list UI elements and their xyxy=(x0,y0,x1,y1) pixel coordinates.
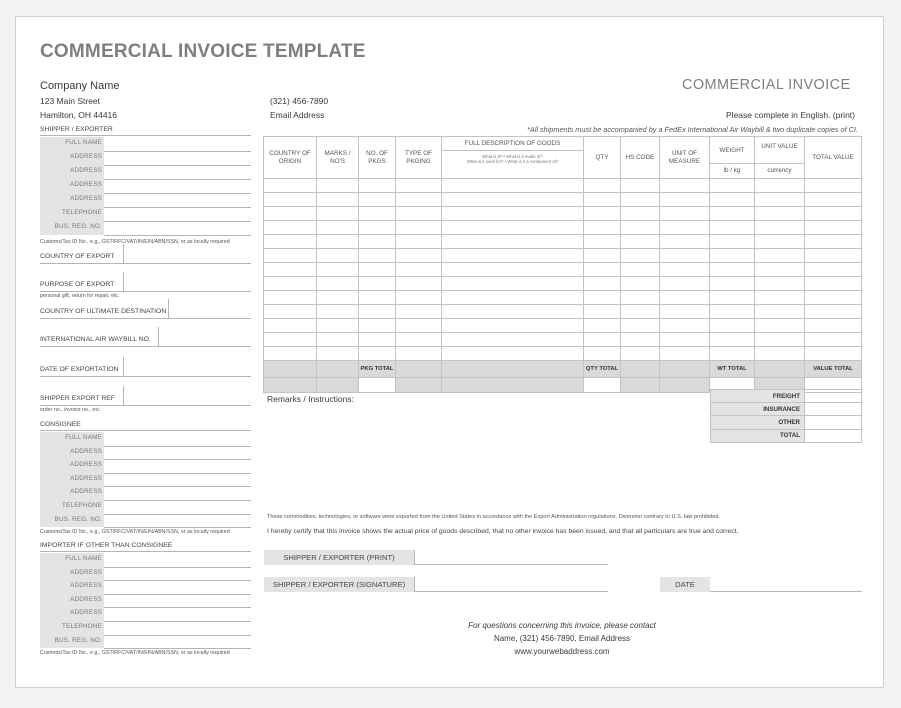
company-email: Email Address xyxy=(270,110,325,120)
goods-cell[interactable] xyxy=(755,319,805,333)
shipper-field-input[interactable] xyxy=(104,235,251,236)
goods-cell[interactable] xyxy=(264,249,317,263)
goods-cell[interactable] xyxy=(317,207,359,221)
shipper-field-input[interactable] xyxy=(104,165,251,166)
divider xyxy=(158,327,159,346)
goods-cell[interactable] xyxy=(442,333,584,347)
goods-cell[interactable] xyxy=(805,291,862,305)
importer-field-input[interactable] xyxy=(104,580,251,581)
importer-field-input[interactable] xyxy=(104,607,251,608)
consignee-field-input[interactable] xyxy=(104,514,251,515)
goods-cell[interactable] xyxy=(317,319,359,333)
goods-cell[interactable] xyxy=(442,235,584,249)
goods-cell[interactable] xyxy=(755,249,805,263)
goods-cell[interactable] xyxy=(660,235,710,249)
goods-cell[interactable] xyxy=(359,347,396,361)
col-description-sub2: What is it used for? • What is it a component of? xyxy=(466,159,559,165)
goods-cell[interactable] xyxy=(621,291,660,305)
importer-field-label: FULL NAME xyxy=(65,555,102,562)
shipper-signature-label: SHIPPER / EXPORTER (SIGNATURE) xyxy=(264,577,414,592)
goods-cell[interactable] xyxy=(396,263,442,277)
goods-cell[interactable] xyxy=(660,291,710,305)
goods-cell[interactable] xyxy=(396,291,442,305)
goods-cell[interactable] xyxy=(710,319,755,333)
goods-cell[interactable] xyxy=(805,319,862,333)
goods-cell[interactable] xyxy=(660,221,710,235)
goods-cell[interactable] xyxy=(317,347,359,361)
goods-cell[interactable] xyxy=(264,347,317,361)
consignee-field-input[interactable] xyxy=(104,500,251,501)
goods-cell[interactable] xyxy=(396,333,442,347)
goods-cell[interactable] xyxy=(805,263,862,277)
shipper-export-ref-note: order no., invoice no., etc. xyxy=(40,407,101,413)
air-waybill-no-label: INTERNATIONAL AIR WAYBILL NO. xyxy=(40,336,151,343)
shipper-field-label: TELEPHONE xyxy=(62,209,102,216)
goods-cell[interactable] xyxy=(621,319,660,333)
shipper-field-label: ADDRESS xyxy=(70,153,102,160)
col-unit-value xyxy=(755,137,805,179)
summary-label: INSURANCE xyxy=(711,403,805,416)
goods-cell[interactable] xyxy=(805,207,862,221)
date-of-exportation-label: DATE OF EXPORTATION xyxy=(40,366,119,373)
goods-cell[interactable] xyxy=(264,235,317,249)
summary-value-field[interactable] xyxy=(805,416,862,429)
goods-cell[interactable] xyxy=(396,277,442,291)
shipper-field-input[interactable] xyxy=(104,179,251,180)
goods-cell[interactable] xyxy=(442,221,584,235)
purpose-of-export-field[interactable] xyxy=(40,291,251,292)
col-total-value: TOTAL VALUE xyxy=(805,137,862,179)
purpose-of-export-note: personal gift, return for repair, etc. xyxy=(40,293,120,299)
consignee-heading: CONSIGNEE xyxy=(40,421,81,428)
goods-cell[interactable] xyxy=(584,319,621,333)
wt-total-label: WT TOTAL xyxy=(710,361,755,378)
goods-cell[interactable] xyxy=(317,277,359,291)
country-of-destination-label: COUNTRY OF ULTIMATE DESTINATION xyxy=(40,308,167,315)
goods-cell[interactable] xyxy=(359,291,396,305)
shipper-field-label: BUS. REG. NO. xyxy=(54,223,102,230)
value-total-label: VALUE TOTAL xyxy=(805,361,862,378)
goods-cell[interactable] xyxy=(396,235,442,249)
goods-cell[interactable] xyxy=(442,277,584,291)
goods-cell[interactable] xyxy=(755,193,805,207)
summary-row xyxy=(711,390,862,403)
goods-cell[interactable] xyxy=(317,249,359,263)
shipper-field-input[interactable] xyxy=(104,221,251,222)
goods-cell[interactable] xyxy=(621,333,660,347)
goods-cell[interactable] xyxy=(805,179,862,193)
divider xyxy=(40,551,251,552)
consignee-field-input[interactable] xyxy=(104,459,251,460)
goods-cell[interactable] xyxy=(359,319,396,333)
goods-cell[interactable] xyxy=(621,277,660,291)
summary-value-field[interactable] xyxy=(805,429,862,442)
goods-cell[interactable] xyxy=(805,249,862,263)
shipper-field-label: ADDRESS xyxy=(70,167,102,174)
goods-cell[interactable] xyxy=(442,305,584,319)
goods-cell[interactable] xyxy=(805,347,862,361)
importer-field-input[interactable] xyxy=(104,635,251,636)
col-hs-code: HS CODE xyxy=(621,137,660,179)
divider xyxy=(40,430,251,431)
goods-row xyxy=(264,179,862,193)
goods-cell[interactable] xyxy=(660,319,710,333)
goods-row xyxy=(264,263,862,277)
goods-cell[interactable] xyxy=(710,291,755,305)
date-of-exportation-field[interactable] xyxy=(40,376,251,377)
goods-cell[interactable] xyxy=(660,347,710,361)
goods-row xyxy=(264,249,862,263)
goods-cell[interactable] xyxy=(584,207,621,221)
goods-row xyxy=(264,291,862,305)
goods-cell[interactable] xyxy=(660,207,710,221)
shipper-field-label: ADDRESS xyxy=(70,195,102,202)
summary-row xyxy=(711,403,862,416)
country-of-export-field[interactable] xyxy=(40,263,251,264)
goods-cell[interactable] xyxy=(755,347,805,361)
divider xyxy=(40,135,251,136)
goods-cell[interactable] xyxy=(621,207,660,221)
goods-cell[interactable] xyxy=(805,193,862,207)
goods-cell[interactable] xyxy=(710,333,755,347)
col-description-sub1: What is it? • What is it made of? xyxy=(482,154,543,159)
goods-cell[interactable] xyxy=(755,291,805,305)
goods-cell[interactable] xyxy=(317,179,359,193)
goods-cell[interactable] xyxy=(442,207,584,221)
consignee-field-label: FULL NAME xyxy=(65,434,102,441)
shipper-heading: SHIPPER / EXPORTER xyxy=(40,126,113,133)
divider xyxy=(123,357,124,376)
col-unit-value-sub: currency xyxy=(767,167,792,174)
goods-cell[interactable] xyxy=(584,333,621,347)
goods-cell[interactable] xyxy=(660,179,710,193)
goods-cell[interactable] xyxy=(584,221,621,235)
importer-field-input[interactable] xyxy=(104,621,251,622)
goods-cell[interactable] xyxy=(755,333,805,347)
importer-field-label: BUS. REG. NO. xyxy=(54,636,102,644)
goods-cell[interactable] xyxy=(317,305,359,319)
goods-cell[interactable] xyxy=(317,221,359,235)
goods-cell[interactable] xyxy=(359,207,396,221)
col-weight-label: WEIGHT xyxy=(710,137,754,164)
consignee-field-label: ADDRESS xyxy=(70,461,102,469)
goods-cell[interactable] xyxy=(442,291,584,305)
goods-cell[interactable] xyxy=(710,347,755,361)
goods-cell[interactable] xyxy=(396,193,442,207)
goods-cell[interactable] xyxy=(660,277,710,291)
goods-cell[interactable] xyxy=(660,193,710,207)
goods-cell[interactable] xyxy=(264,263,317,277)
goods-cell[interactable] xyxy=(755,277,805,291)
col-qty: QTY xyxy=(584,137,621,179)
goods-cell[interactable] xyxy=(359,193,396,207)
goods-cell[interactable] xyxy=(710,179,755,193)
goods-cell[interactable] xyxy=(621,263,660,277)
consignee-field-label: ADDRESS xyxy=(70,447,102,455)
goods-cell[interactable] xyxy=(805,333,862,347)
goods-cell[interactable] xyxy=(396,179,442,193)
page-title: COMMERCIAL INVOICE TEMPLATE xyxy=(40,41,366,62)
divider xyxy=(414,577,415,592)
goods-cell[interactable] xyxy=(359,235,396,249)
col-type-pkging: TYPE OF PKGING xyxy=(396,137,442,179)
consignee-customs-note: Customs/Tax ID No., e.g., GST/RFC/VAT/IN/EIN/ABN/SSN, or as locally required xyxy=(40,529,230,535)
pkg-total-label: PKG TOTAL xyxy=(359,361,396,378)
summary-label: TOTAL xyxy=(711,429,805,442)
qty-total-label: QTY TOTAL xyxy=(584,361,621,378)
remarks-label: Remarks / Instructions: xyxy=(267,394,354,404)
company-name: Company Name xyxy=(40,80,120,92)
goods-cell[interactable] xyxy=(264,179,317,193)
goods-cell[interactable] xyxy=(805,221,862,235)
shipper-export-ref-field[interactable] xyxy=(40,405,251,406)
importer-field-label: TELEPHONE xyxy=(62,623,102,630)
goods-cell[interactable] xyxy=(755,305,805,319)
purpose-of-export-label: PURPOSE OF EXPORT xyxy=(40,281,115,288)
importer-heading: IMPORTER IF OTHER THAN CONSIGNEE xyxy=(40,542,173,549)
goods-header-row xyxy=(264,137,862,179)
goods-cell[interactable] xyxy=(359,277,396,291)
shipper-field-input[interactable] xyxy=(104,207,251,208)
goods-cell[interactable] xyxy=(755,263,805,277)
goods-cell[interactable] xyxy=(359,249,396,263)
goods-cell[interactable] xyxy=(317,193,359,207)
summary-value-field[interactable] xyxy=(805,390,862,403)
goods-cell[interactable] xyxy=(584,291,621,305)
goods-row xyxy=(264,193,862,207)
goods-cell[interactable] xyxy=(710,249,755,263)
goods-cell[interactable] xyxy=(710,263,755,277)
goods-cell[interactable] xyxy=(660,249,710,263)
goods-cell[interactable] xyxy=(317,263,359,277)
col-weight xyxy=(710,137,755,179)
goods-cell[interactable] xyxy=(584,179,621,193)
goods-cell[interactable] xyxy=(264,221,317,235)
footer-web-address[interactable]: www.yourwebaddress.com xyxy=(514,647,610,656)
goods-cell[interactable] xyxy=(584,305,621,319)
importer-field-label: ADDRESS xyxy=(70,582,102,590)
country-of-export-label: COUNTRY OF EXPORT xyxy=(40,253,115,260)
footer-contact-name: Name, (321) 456-7890, Email Address xyxy=(493,634,631,643)
goods-cell[interactable] xyxy=(584,235,621,249)
goods-cell[interactable] xyxy=(396,249,442,263)
goods-cell[interactable] xyxy=(710,235,755,249)
goods-row xyxy=(264,277,862,291)
summary-label: FREIGHT xyxy=(711,390,805,403)
document-label: COMMERCIAL INVOICE xyxy=(682,77,851,93)
goods-cell[interactable] xyxy=(442,263,584,277)
goods-cell[interactable] xyxy=(710,221,755,235)
invoice-sheet xyxy=(15,16,884,688)
goods-cell[interactable] xyxy=(442,193,584,207)
goods-cell[interactable] xyxy=(621,179,660,193)
goods-row xyxy=(264,221,862,235)
goods-cell[interactable] xyxy=(621,221,660,235)
summary-row xyxy=(711,416,862,429)
goods-cell[interactable] xyxy=(264,277,317,291)
goods-cell[interactable] xyxy=(584,347,621,361)
goods-cell[interactable] xyxy=(442,347,584,361)
col-unit-value-label: UNIT VALUE xyxy=(755,137,804,164)
goods-row xyxy=(264,305,862,319)
goods-cell[interactable] xyxy=(660,263,710,277)
qty-total-field[interactable] xyxy=(584,378,621,393)
goods-cell[interactable] xyxy=(264,305,317,319)
summary-label: OTHER xyxy=(711,416,805,429)
goods-cell[interactable] xyxy=(710,207,755,221)
goods-row xyxy=(264,207,862,221)
importer-field-label: ADDRESS xyxy=(70,595,102,603)
goods-cell[interactable] xyxy=(442,179,584,193)
goods-cell[interactable] xyxy=(621,249,660,263)
company-phone: (321) 456-7890 xyxy=(270,96,329,106)
col-description xyxy=(442,137,584,179)
english-note: Please complete in English. (print) xyxy=(726,110,855,120)
goods-cell[interactable] xyxy=(359,221,396,235)
goods-cell[interactable] xyxy=(264,319,317,333)
summary-value-field[interactable] xyxy=(805,403,862,416)
goods-cell[interactable] xyxy=(264,193,317,207)
consignee-field-input[interactable] xyxy=(104,473,251,474)
divider xyxy=(414,550,415,565)
goods-cell[interactable] xyxy=(755,221,805,235)
col-country-origin: COUNTRY OF ORIGIN xyxy=(264,137,317,179)
importer-customs-note: Customs/Tax ID No., e.g., GST/RFC/VAT/IN/EIN/ABN/SSN, or as locally required xyxy=(40,650,230,656)
goods-cell[interactable] xyxy=(621,193,660,207)
goods-cell[interactable] xyxy=(442,319,584,333)
goods-row xyxy=(264,347,862,361)
goods-cell[interactable] xyxy=(805,277,862,291)
goods-cell[interactable] xyxy=(755,235,805,249)
divider xyxy=(168,299,169,318)
goods-cell[interactable] xyxy=(584,193,621,207)
goods-row xyxy=(264,319,862,333)
goods-cell[interactable] xyxy=(755,207,805,221)
goods-cell[interactable] xyxy=(396,305,442,319)
goods-cell[interactable] xyxy=(621,305,660,319)
consignee-field-label: BUS. REG. NO. xyxy=(54,515,102,523)
compliance-text: These commodities, technologies, or software were exported from the United States in accordance with the Export Administration regulations. Diversion contrary to U.S. law prohibited. xyxy=(267,514,721,520)
air-waybill-no-field[interactable] xyxy=(40,346,251,347)
shipper-field-input[interactable] xyxy=(104,193,251,194)
goods-cell[interactable] xyxy=(359,179,396,193)
goods-cell[interactable] xyxy=(317,235,359,249)
goods-cell[interactable] xyxy=(584,263,621,277)
goods-cell[interactable] xyxy=(264,333,317,347)
company-street: 123 Main Street xyxy=(40,96,101,106)
goods-cell[interactable] xyxy=(359,305,396,319)
goods-cell[interactable] xyxy=(359,263,396,277)
consignee-field-label: ADDRESS xyxy=(70,474,102,482)
col-weight-unit: lb / kg xyxy=(723,167,741,174)
footer-contact-line: For questions concerning this invoice, please contact xyxy=(468,621,656,630)
goods-cell[interactable] xyxy=(396,319,442,333)
goods-cell[interactable] xyxy=(621,235,660,249)
goods-cell[interactable] xyxy=(396,347,442,361)
goods-cell[interactable] xyxy=(396,221,442,235)
goods-cell[interactable] xyxy=(584,277,621,291)
fedex-note: *All shipments must be accompanied by a FedEx International Air Waybill & two duplicate copies of CI. xyxy=(527,125,858,134)
goods-cell[interactable] xyxy=(621,347,660,361)
goods-cell[interactable] xyxy=(660,333,710,347)
consignee-field-label: TELEPHONE xyxy=(62,502,102,509)
col-no-pkgs: NO. OF PKGS xyxy=(359,137,396,179)
goods-cell[interactable] xyxy=(710,193,755,207)
goods-cell[interactable] xyxy=(710,277,755,291)
importer-field-input[interactable] xyxy=(104,594,251,595)
goods-cell[interactable] xyxy=(660,305,710,319)
goods-cell[interactable] xyxy=(317,333,359,347)
company-city: Hamilton, OH 44416 xyxy=(40,110,118,120)
shipper-customs-note: Customs/Tax ID No., e.g., GST/RFC/VAT/IN/EIN/ABN/SSN, or as locally required xyxy=(40,239,230,245)
summary-row xyxy=(711,429,862,442)
shipper-export-ref-label: SHIPPER EXPORT REF xyxy=(40,395,115,402)
goods-cell[interactable] xyxy=(264,207,317,221)
divider xyxy=(123,386,124,405)
pkg-total-field[interactable] xyxy=(359,378,396,393)
goods-row xyxy=(264,235,862,249)
col-description-label: FULL DESCRIPTION OF GOODS xyxy=(442,137,583,151)
shipper-field-input[interactable] xyxy=(104,151,251,152)
importer-field-label: ADDRESS xyxy=(70,568,102,576)
divider xyxy=(123,244,124,263)
goods-table xyxy=(263,136,862,393)
consignee-field-label: ADDRESS xyxy=(70,488,102,496)
goods-cell[interactable] xyxy=(755,179,805,193)
goods-cell[interactable] xyxy=(396,207,442,221)
goods-cell[interactable] xyxy=(264,291,317,305)
goods-totals-row xyxy=(264,361,862,378)
goods-cell[interactable] xyxy=(442,249,584,263)
summary-table xyxy=(710,389,862,443)
consignee-field-input[interactable] xyxy=(104,486,251,487)
shipper-field-label: ADDRESS xyxy=(70,181,102,188)
country-of-destination-field[interactable] xyxy=(40,318,251,319)
date-label: DATE xyxy=(660,577,710,592)
goods-cell[interactable] xyxy=(805,235,862,249)
certify-text: I hereby certify that this invoice shows the actual price of goods described, that no other invoice has been issued, and that all particulars are true and correct. xyxy=(267,528,739,535)
importer-field-input[interactable] xyxy=(104,567,251,568)
importer-field-label: ADDRESS xyxy=(70,609,102,617)
shipper-print-label: SHIPPER / EXPORTER (PRINT) xyxy=(264,550,414,565)
shipper-field-label: FULL NAME xyxy=(65,139,102,146)
goods-cell[interactable] xyxy=(805,305,862,319)
divider xyxy=(123,272,124,291)
goods-cell[interactable] xyxy=(317,291,359,305)
col-unit-measure: UNIT OF MEASURE xyxy=(660,137,710,179)
consignee-field-input[interactable] xyxy=(104,446,251,447)
goods-row xyxy=(264,333,862,347)
goods-cell[interactable] xyxy=(710,305,755,319)
goods-cell[interactable] xyxy=(584,249,621,263)
col-marks: MARKS / NO'S xyxy=(317,137,359,179)
goods-cell[interactable] xyxy=(359,333,396,347)
